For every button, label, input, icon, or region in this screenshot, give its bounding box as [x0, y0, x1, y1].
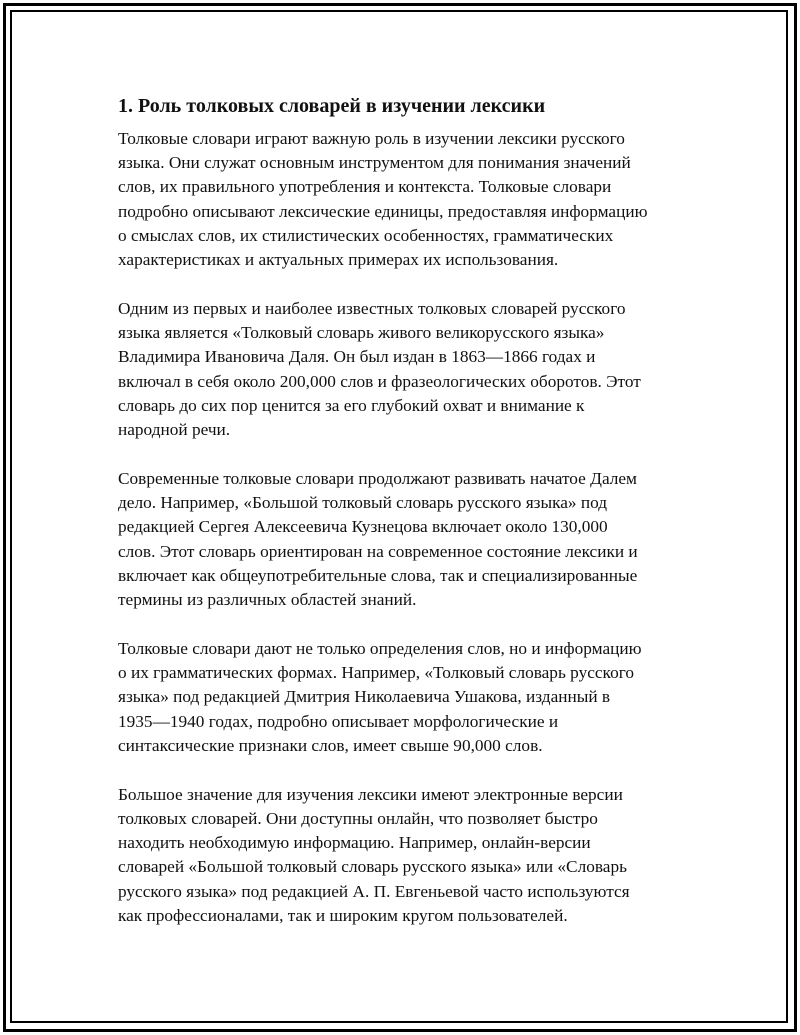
text-line: языка. Они служат основным инструментом для понимания значений: [118, 153, 631, 173]
text-line: Толковые словари дают не только определения слов, но и информацию: [118, 639, 642, 659]
text-line: как профессионалами, так и широким кругом пользователей.: [118, 905, 568, 925]
document-body: [118, 93, 698, 953]
text-line: синтаксические признаки слов, имеет свыше 90,000 слов.: [118, 735, 543, 755]
section-heading: 1. Роль толковых словарей в изучении лексики: [118, 95, 546, 117]
text-line: о их грамматических формах. Например, «Толковый словарь русского: [118, 663, 635, 683]
text-line: словарь до сих пор ценится за его глубокий охват и внимание к: [118, 395, 585, 415]
text-line: русского языка» под редакцией А. П. Евгеньевой часто используются: [118, 881, 630, 901]
text-line: толковых словарей. Они доступны онлайн, что позволяет быстро: [118, 809, 598, 829]
paragraph: [118, 637, 698, 758]
text-line: о смыслах слов, их стилистических особенностях, грамматических: [118, 225, 614, 245]
paragraph: [118, 297, 698, 442]
text-line: включает как общеупотребительные слова, так и специализированные: [118, 565, 638, 585]
paragraph: [118, 467, 698, 612]
paragraph-list: [118, 127, 698, 928]
paragraph: [118, 127, 698, 272]
text-line: 1935—1940 годах, подробно описывает морфологические и: [118, 711, 559, 731]
paragraph: [118, 783, 698, 928]
text-line: находить необходимую информацию. Например, онлайн-версии: [118, 833, 591, 853]
text-line: Владимира Ивановича Даля. Он был издан в 1863—1866 годах и: [118, 347, 596, 367]
text-line: слов. Этот словарь ориентирован на современное состояние лексики и: [118, 541, 638, 561]
text-line: подробно описывают лексические единицы, предоставляя информацию: [118, 201, 648, 221]
text-line: редакцией Сергея Алексеевича Кузнецова включает около 130,000: [118, 517, 608, 537]
text-line: термины из различных областей знаний.: [118, 590, 417, 610]
text-line: характеристиках и актуальных примерах их использования.: [118, 250, 559, 270]
text-line: дело. Например, «Большой толковый словарь русского языка» под: [118, 493, 608, 513]
text-line: словарей «Большой толковый словарь русского языка» или «Словарь: [118, 857, 627, 877]
text-line: Современные толковые словари продолжают развивать начатое Далем: [118, 469, 637, 489]
text-line: народной речи.: [118, 420, 231, 440]
text-line: слов, их правильного употребления и контекста. Толковые словари: [118, 177, 612, 197]
text-line: Толковые словари играют важную роль в изучении лексики русского: [118, 129, 625, 148]
text-line: языка является «Толковый словарь живого великорусского языка»: [118, 323, 605, 343]
text-line: включал в себя около 200,000 слов и фразеологических оборотов. Этот: [118, 371, 641, 391]
text-line: языка» под редакцией Дмитрия Николаевича Ушакова, изданный в: [118, 687, 611, 707]
text-line: Одним из первых и наиболее известных толковых словарей русского: [118, 299, 626, 319]
text-line: Большое значение для изучения лексики имеют электронные версии: [118, 784, 623, 804]
